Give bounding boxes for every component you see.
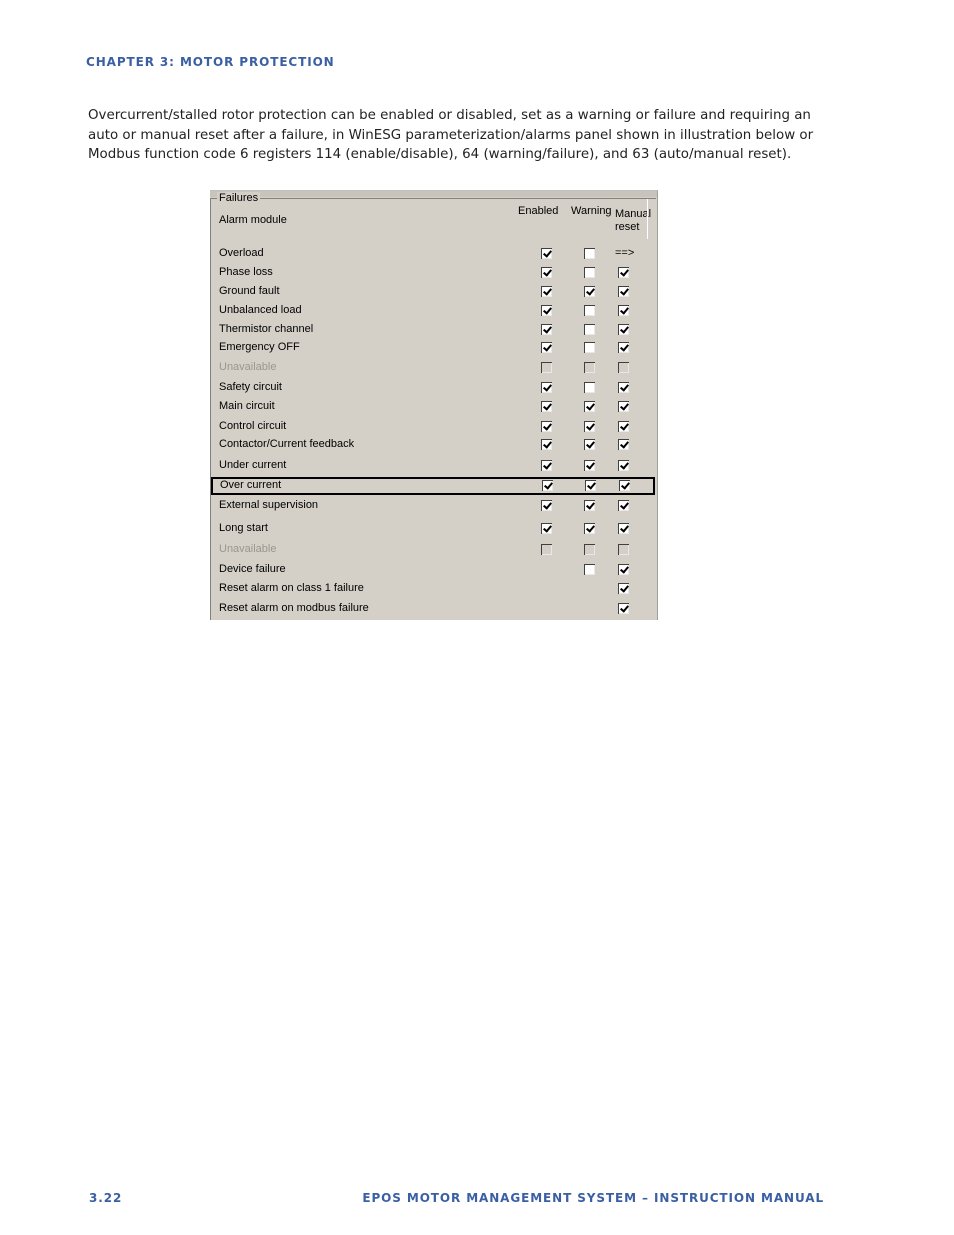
manual-reset-checkbox[interactable]: [618, 286, 629, 297]
warning-checkbox[interactable]: [585, 480, 596, 491]
enabled-checkbox[interactable]: [541, 248, 552, 259]
page-number: 3.22: [89, 1191, 123, 1205]
manual-reset-arrow[interactable]: ==>: [615, 247, 635, 259]
warning-checkbox: [584, 362, 595, 373]
manual-reset-checkbox[interactable]: [618, 460, 629, 471]
alarm-row-label: Long start: [219, 522, 268, 534]
warning-checkbox[interactable]: [584, 382, 595, 393]
panel-top-band: [210, 191, 657, 197]
alarm-row: [210, 600, 657, 618]
group-border-top: [210, 198, 656, 199]
alarm-row: [210, 245, 657, 263]
enabled-checkbox: [541, 544, 552, 555]
manual-reset-checkbox[interactable]: [618, 305, 629, 316]
alarm-row-label: Unbalanced load: [219, 304, 302, 316]
warning-checkbox[interactable]: [584, 500, 595, 511]
manual-reset-checkbox[interactable]: [618, 267, 629, 278]
manual-reset-checkbox[interactable]: [618, 583, 629, 594]
alarm-row-label: Over current: [220, 479, 282, 491]
warning-checkbox[interactable]: [584, 564, 595, 575]
alarm-row-label: Under current: [219, 459, 287, 471]
manual-reset-checkbox[interactable]: [618, 603, 629, 614]
alarm-row-label: Contactor/Current feedback: [219, 438, 355, 450]
warning-checkbox: [584, 544, 595, 555]
alarm-row: [211, 477, 655, 495]
warning-column-header: Warning: [571, 205, 612, 217]
warning-checkbox[interactable]: [584, 267, 595, 278]
alarm-row-label: Phase loss: [219, 266, 273, 278]
alarm-module-label: Alarm module: [219, 214, 287, 226]
alarm-row: [210, 520, 657, 538]
manual-reset-checkbox[interactable]: [618, 421, 629, 432]
warning-checkbox[interactable]: [584, 305, 595, 316]
manual-reset-checkbox: [618, 362, 629, 373]
enabled-checkbox[interactable]: [541, 324, 552, 335]
column-separator: [647, 199, 648, 239]
enabled-checkbox[interactable]: [541, 401, 552, 412]
manual-reset-checkbox[interactable]: [619, 480, 630, 491]
manual-reset-checkbox[interactable]: [618, 382, 629, 393]
failures-panel: [210, 190, 658, 620]
alarm-row: [210, 398, 657, 416]
alarm-row-label: Reset alarm on modbus failure: [219, 602, 369, 614]
warning-checkbox[interactable]: [584, 460, 595, 471]
manual-reset-checkbox: [618, 544, 629, 555]
warning-checkbox[interactable]: [584, 248, 595, 259]
manual-reset-checkbox[interactable]: [618, 439, 629, 450]
alarm-row: [210, 561, 657, 579]
alarm-row-label: Overload: [219, 247, 264, 259]
alarm-row: [210, 339, 657, 357]
alarm-row: [210, 283, 657, 301]
enabled-checkbox[interactable]: [541, 500, 552, 511]
enabled-checkbox[interactable]: [541, 421, 552, 432]
alarm-row: [210, 580, 657, 598]
alarm-row: [210, 379, 657, 397]
enabled-checkbox[interactable]: [542, 480, 553, 491]
enabled-checkbox[interactable]: [541, 523, 552, 534]
enabled-checkbox[interactable]: [541, 342, 552, 353]
warning-checkbox[interactable]: [584, 286, 595, 297]
enabled-checkbox[interactable]: [541, 460, 552, 471]
enabled-checkbox: [541, 362, 552, 373]
alarm-row-label: Device failure: [219, 563, 286, 575]
alarm-row-label: Main circuit: [219, 400, 275, 412]
alarm-row-label: External supervision: [219, 499, 319, 511]
manual-reset-checkbox[interactable]: [618, 523, 629, 534]
warning-checkbox[interactable]: [584, 523, 595, 534]
alarm-row-label: Unavailable: [219, 543, 277, 555]
alarm-row-label: Emergency OFF: [219, 341, 300, 353]
manual-reset-checkbox[interactable]: [618, 500, 629, 511]
alarm-row-label: Reset alarm on class 1 failure: [219, 582, 364, 594]
alarm-row-label: Thermistor channel: [219, 323, 314, 335]
enabled-checkbox[interactable]: [541, 286, 552, 297]
warning-checkbox[interactable]: [584, 342, 595, 353]
warning-checkbox[interactable]: [584, 439, 595, 450]
warning-checkbox[interactable]: [584, 401, 595, 412]
failures-group-title: Failures: [219, 192, 259, 204]
enabled-column-header: Enabled: [518, 205, 559, 217]
alarm-row: [210, 418, 657, 436]
intro-paragraph: Overcurrent/stalled rotor protection can be enabled or disabled, set as a warning or failure and requiring an auto or manual reset after a failure, in WinESG parameterization/alarms panel shown in illustration below or Modbus function code 6 registers 114 (enable/disable), 64 (warning/failure), and 63 (auto/manual reset).: [88, 108, 814, 162]
alarm-row: [210, 302, 657, 320]
alarm-row-label: Unavailable: [219, 361, 277, 373]
manual-title: EPOS MOTOR MANAGEMENT SYSTEM – INSTRUCTION MANUAL: [362, 1191, 824, 1205]
enabled-checkbox[interactable]: [541, 382, 552, 393]
enabled-checkbox[interactable]: [541, 439, 552, 450]
alarm-row-label: Ground fault: [219, 285, 280, 297]
chapter-header: CHAPTER 3: MOTOR PROTECTION: [86, 55, 335, 69]
enabled-checkbox[interactable]: [541, 267, 552, 278]
alarm-row-label: Control circuit: [219, 420, 287, 432]
manual-reset-checkbox[interactable]: [618, 564, 629, 575]
enabled-checkbox[interactable]: [541, 305, 552, 316]
alarm-row: [210, 497, 657, 515]
alarm-row-label: Safety circuit: [219, 381, 282, 393]
manual-reset-checkbox[interactable]: [618, 401, 629, 412]
manual-reset-checkbox[interactable]: [618, 324, 629, 335]
alarm-row: [210, 436, 657, 454]
alarm-row: [210, 321, 657, 339]
alarm-row: [210, 457, 657, 475]
manual-reset-column-header: Manual reset: [615, 208, 652, 233]
alarm-row: [210, 541, 657, 559]
manual-reset-checkbox[interactable]: [618, 342, 629, 353]
warning-checkbox[interactable]: [584, 421, 595, 432]
alarm-row: [210, 264, 657, 282]
alarm-row: [210, 359, 657, 377]
warning-checkbox[interactable]: [584, 324, 595, 335]
